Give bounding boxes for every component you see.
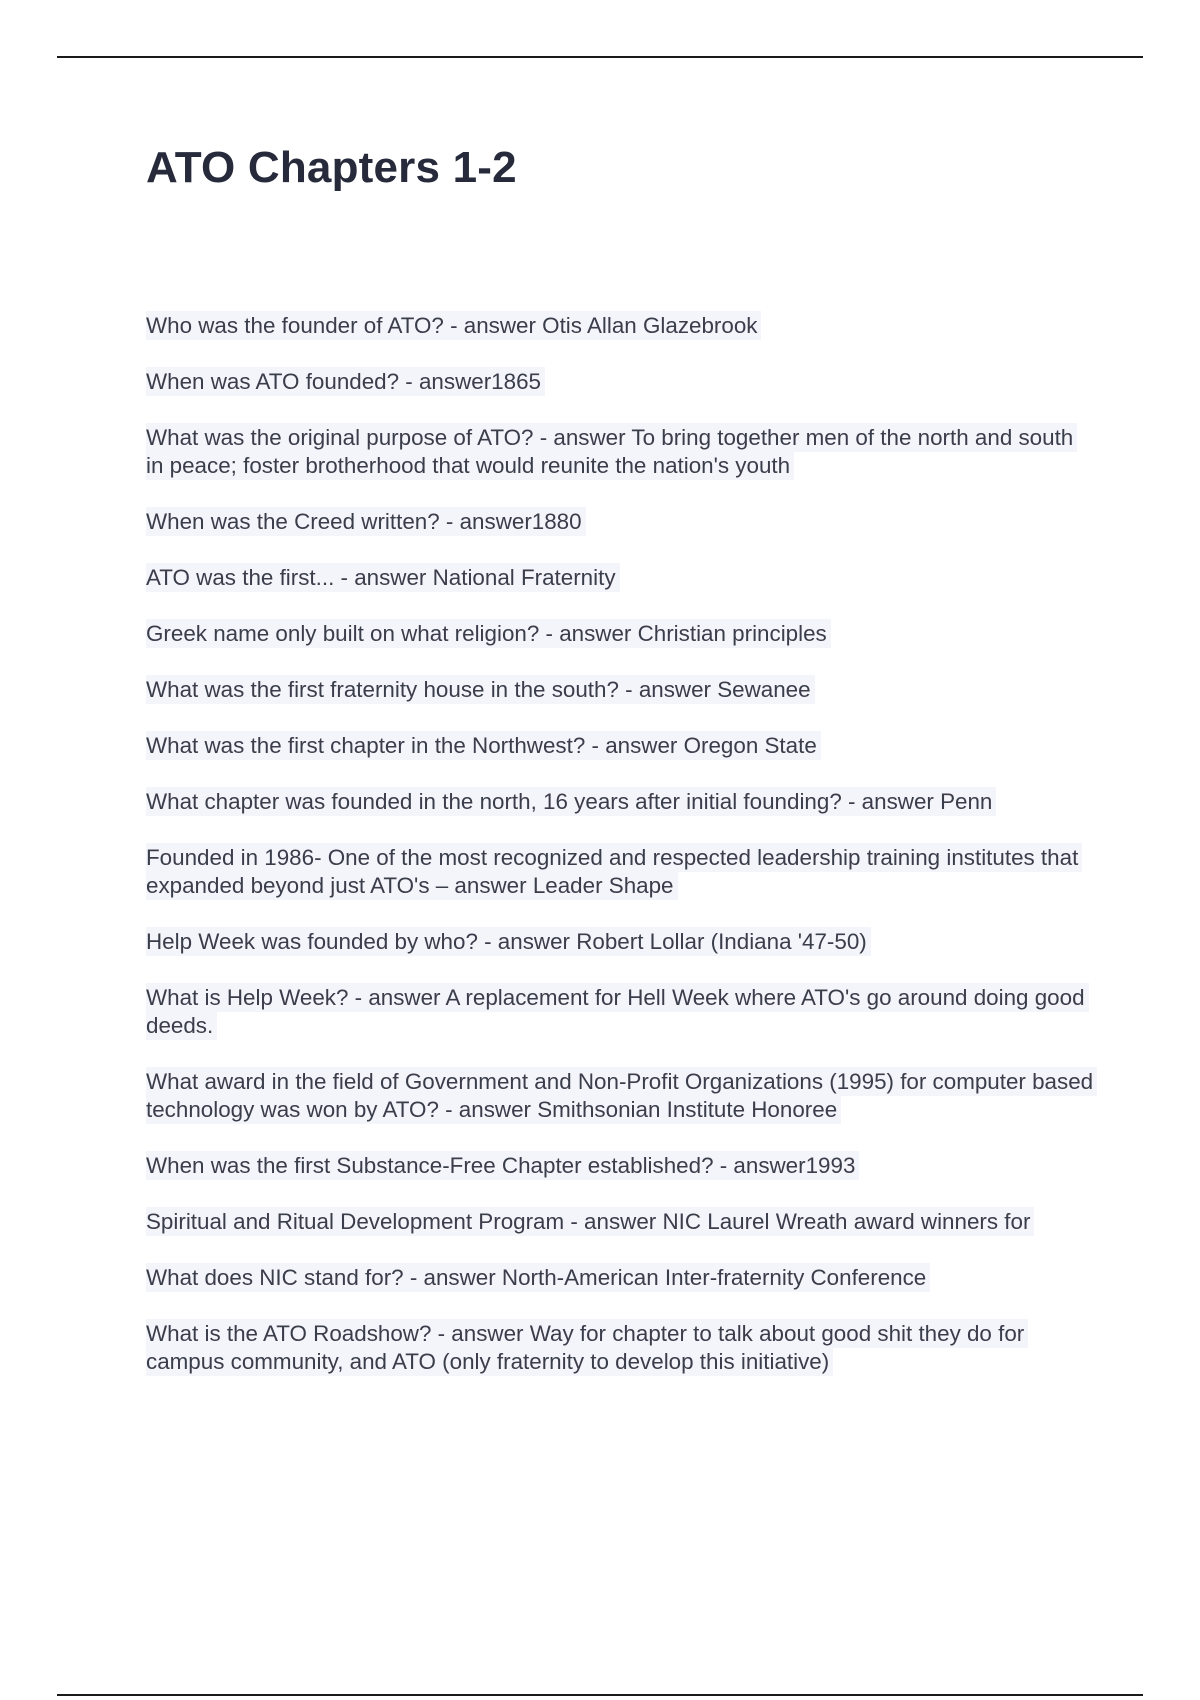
- qa-item: [146, 1263, 1096, 1293]
- qa-item: [146, 927, 1096, 957]
- qa-item: [146, 843, 1096, 901]
- qa-item: [146, 311, 1096, 341]
- qa-text: What was the first chapter in the Northwest? - answer Oregon State: [146, 731, 821, 760]
- qa-item: [146, 675, 1096, 705]
- qa-item: [146, 787, 1096, 817]
- qa-item: [146, 1151, 1096, 1181]
- qa-text: Spiritual and Ritual Development Program - answer NIC Laurel Wreath award winners for: [146, 1207, 1034, 1236]
- qa-text: What was the original purpose of ATO? - answer To bring together men of the north and south in peace; foster brotherhood that would reunite the nation's youth: [146, 423, 1077, 480]
- qa-text: ATO was the first... - answer National Fraternity: [146, 563, 620, 592]
- qa-text: When was the first Substance-Free Chapter established? - answer1993: [146, 1151, 859, 1180]
- qa-text: What award in the field of Government and Non-Profit Organizations (1995) for computer based technology was won by ATO? - answer Smithsonian Institute Honoree: [146, 1067, 1097, 1124]
- qa-text: Help Week was founded by who? - answer Robert Lollar (Indiana '47-50): [146, 927, 871, 956]
- top-divider: [57, 56, 1143, 58]
- qa-item: [146, 619, 1096, 649]
- bottom-divider: [57, 1694, 1143, 1696]
- qa-item: [146, 983, 1096, 1041]
- qa-item: [146, 563, 1096, 593]
- qa-item: [146, 731, 1096, 761]
- qa-text: Greek name only built on what religion? - answer Christian principles: [146, 619, 831, 648]
- qa-text: What is Help Week? - answer A replacement for Hell Week where ATO's go around doing good deeds.: [146, 983, 1089, 1040]
- page-title: ATO Chapters 1-2: [146, 143, 517, 192]
- qa-text: Founded in 1986- One of the most recognized and respected leadership training institutes that expanded beyond just ATO's – answer Leader Shape: [146, 843, 1082, 900]
- qa-list: [146, 311, 1096, 1403]
- qa-text: When was the Creed written? - answer1880: [146, 507, 586, 536]
- qa-item: [146, 507, 1096, 537]
- qa-text: What was the first fraternity house in the south? - answer Sewanee: [146, 675, 815, 704]
- qa-text: What does NIC stand for? - answer North-American Inter-fraternity Conference: [146, 1263, 930, 1292]
- qa-text: When was ATO founded? - answer1865: [146, 367, 545, 396]
- qa-text: What chapter was founded in the north, 16 years after initial founding? - answer Penn: [146, 787, 996, 816]
- qa-item: [146, 367, 1096, 397]
- qa-item: [146, 1067, 1096, 1125]
- qa-item: [146, 1207, 1096, 1237]
- qa-text: Who was the founder of ATO? - answer Otis Allan Glazebrook: [146, 311, 761, 340]
- qa-item: [146, 423, 1096, 481]
- qa-item: [146, 1319, 1096, 1377]
- qa-text: What is the ATO Roadshow? - answer Way for chapter to talk about good shit they do for campus community, and ATO (only fraternity to develop this initiative): [146, 1319, 1028, 1376]
